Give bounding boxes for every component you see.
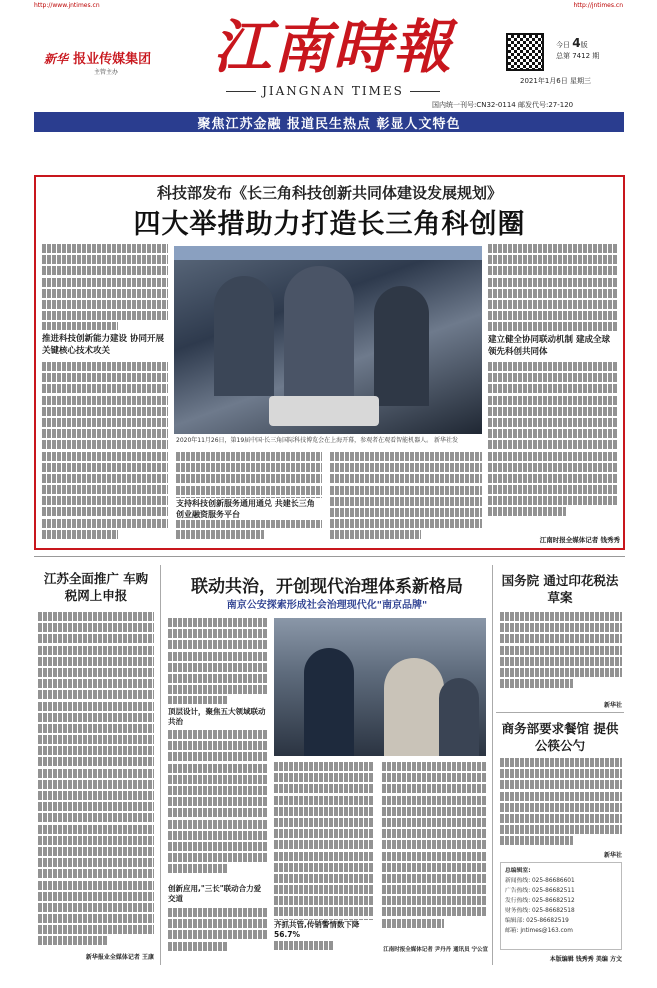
- contact-line-1: 广告热线: 025-86682511: [505, 888, 575, 894]
- contact-label: 总编辑室:: [505, 868, 531, 874]
- lead-photo: [174, 246, 482, 434]
- slogan-bar: [34, 112, 624, 132]
- divider-left: [160, 565, 161, 965]
- masthead-en-text: JIANGNAN TIMES: [262, 84, 404, 98]
- right-headline2: 商务部要求餐馆 提供公筷公勺: [501, 721, 619, 753]
- center-col1-body-top: [168, 618, 268, 704]
- center-byline: 江南时报全媒体记者 尹丹丹 通讯员 宁公宣: [383, 947, 488, 953]
- issue-pages: 4: [572, 36, 581, 50]
- right-body2: [500, 758, 622, 848]
- right-body1: [500, 612, 622, 692]
- divider-right: [492, 565, 493, 965]
- center-section3: 齐抓共管,传销警情数下降56.7%: [274, 920, 380, 940]
- issue-pages-unit: 版: [580, 41, 588, 49]
- issue-date: 2021年1月6日 星期三: [520, 77, 591, 85]
- center-headline: 联动共治，开创现代治理体系新格局: [191, 577, 463, 597]
- lead-col2b-body: [330, 452, 482, 544]
- center-col1-body-end: [168, 908, 268, 958]
- lead-photo-caption: 2020年11月26日，第19届中国·长三角国际科技博览会在上海开幕，参观者在观看智能机器人。 新华社发: [176, 437, 458, 444]
- right-divider: [496, 712, 624, 713]
- issue-info: [556, 38, 599, 62]
- center-subhead: 南京公安探索形成社会治理现代化"南京品牌": [226, 600, 428, 611]
- left-headline: 江苏全面推广 车购税网上申报: [43, 571, 149, 603]
- group-sub: 主管主办: [94, 69, 119, 76]
- codes-line: 国内统一刊号:CN32-0114 邮发代号:27-120: [432, 101, 574, 109]
- group-prefix: 新华: [44, 52, 69, 66]
- footer-names: 本版编辑 钱秀秀 美编 方文: [549, 956, 622, 963]
- lead-col3-body-bottom: [488, 362, 618, 528]
- contact-line-2: 发行热线: 025-86682512: [505, 898, 575, 904]
- lead-byline: 江南时报全媒体记者 钱秀秀: [539, 536, 620, 544]
- contact-line-4: 编辑部: 025-86682519: [505, 918, 569, 924]
- left-body: [38, 612, 154, 948]
- left-byline: 新华报业全媒体记者 王康: [85, 954, 154, 961]
- lead-bottom-rule: [34, 556, 625, 557]
- lead-col3-body-top: [488, 244, 618, 336]
- issue-today: 今日: [556, 41, 570, 49]
- center-col1-body-bottom: [168, 730, 268, 880]
- contact-line-5: 邮箱: jntimes@163.com: [505, 928, 573, 934]
- group-logo: [44, 48, 151, 76]
- center-col3-body: [382, 762, 486, 942]
- right-byline1: 新华社: [603, 702, 622, 709]
- header-url-right: http://jntimes.cn: [573, 2, 623, 9]
- masthead-en: [208, 84, 458, 98]
- lead-col1-body-bottom: [42, 362, 168, 544]
- right-byline2: 新华社: [603, 852, 622, 859]
- masthead: 江南時報: [212, 13, 453, 81]
- lead-headline: 四大举措助力打造长三角科创圈: [133, 209, 526, 240]
- qr-code-icon: [506, 33, 544, 71]
- lead-col1-body-top: [42, 244, 168, 330]
- lead-sub1: 推进科技创新能力建设 协同开展关键核心技术攻关: [42, 334, 164, 356]
- group-name: 报业传媒集团: [73, 52, 152, 67]
- contact-line-0: 新闻热线: 025-86686601: [505, 878, 575, 884]
- center-photo: [274, 618, 486, 756]
- header-url-left: http://www.jntimes.cn: [34, 2, 100, 9]
- center-section2: 创新应用,"三长"联动合力爱交道: [168, 884, 262, 903]
- lead-sub4: 建立健全协同联动机制 建成全球领先科创共同体: [488, 335, 610, 357]
- contact-line-3: 财务热线: 025-86682518: [505, 908, 575, 914]
- lead-kicker: 科技部发布《长三角科技创新共同体建设发展规划》: [156, 184, 502, 202]
- issue-total: 总第 7412 期: [556, 52, 600, 60]
- center-section1: 顶层设计，聚焦五大领域联动共治: [168, 707, 266, 726]
- contact-box: [500, 862, 622, 950]
- right-headline1: 国务院 通过印花税法草案: [501, 573, 619, 605]
- slogan-text: 聚焦江苏金融 报道民生热点 彰显人文特色: [197, 116, 461, 132]
- lead-sub3-visible: 支持科技创新服务通用通兑 共建长三角创业融资服务平台: [176, 498, 322, 520]
